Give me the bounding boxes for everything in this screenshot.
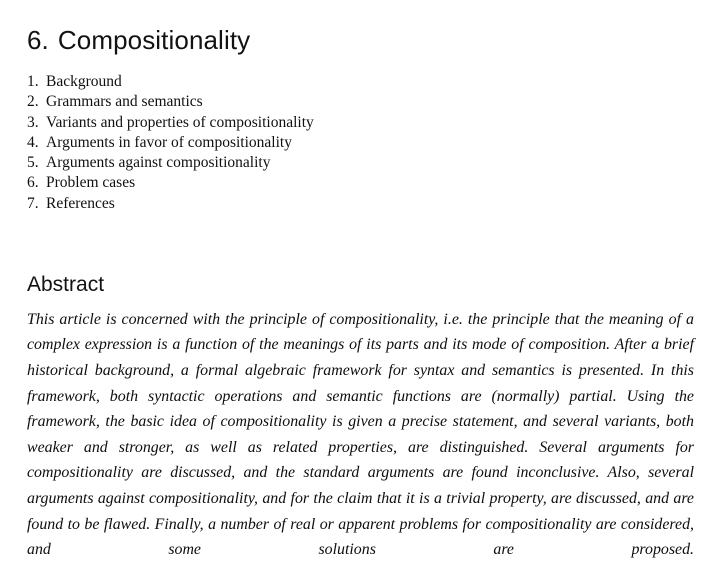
list-item[interactable] [27,153,667,173]
section-title-text: Compositionality [57,25,251,56]
list-item-number: 2. [27,93,39,111]
abstract-text: This article is concerned with the principle of compositionality, i.e. the principle that the meaning of a complex expression is a function of the meanings of its parts and its mode of composition. After a brief historical background, a formal algebraic framework for syntax and semantics is presented. In this framework, both syntactic operations and semantic functions are (normally) partial. Using the framework, the basic idea of compositionality is given a precise statement, and several variants, both weaker and stronger, as well as related properties, are distinguished. Several arguments for compositionality are discussed, and the standard arguments are found inconclusive. Also, several arguments against compositionality, and for the claim that it is a trivial property, are discussed, and are found to be flawed. Finally, a number of real or apparent problems for compositionality are considered, and some solutions are proposed. [27,310,694,559]
list-item-number: 3. [27,113,39,131]
list-item-number: 1. [27,73,39,90]
list-item[interactable] [27,92,667,112]
list-item-label: Arguments in favor of compositionality [46,133,292,151]
section-number: 6. [27,25,49,56]
list-item-number: 7. [27,194,39,212]
list-item-number: 5. [27,154,39,172]
list-item-label: Background [46,73,122,90]
list-item[interactable] [27,113,667,133]
list-item-label: Variants and properties of compositionality [46,113,314,131]
list-item-number: 4. [27,133,39,151]
abstract-heading: Abstract [27,273,105,297]
list-item[interactable] [27,133,667,153]
list-item-label: Grammars and semantics [46,93,203,111]
page-title [27,23,250,57]
list-item[interactable] [27,194,667,214]
list-item-label: References [46,194,115,212]
list-item-label: Problem cases [46,174,136,192]
list-item[interactable] [27,173,667,193]
list-item-number: 6. [27,174,39,192]
list-item[interactable] [27,72,667,92]
list-item-label: Arguments against compositionality [46,154,271,172]
table-of-contents [27,72,667,214]
